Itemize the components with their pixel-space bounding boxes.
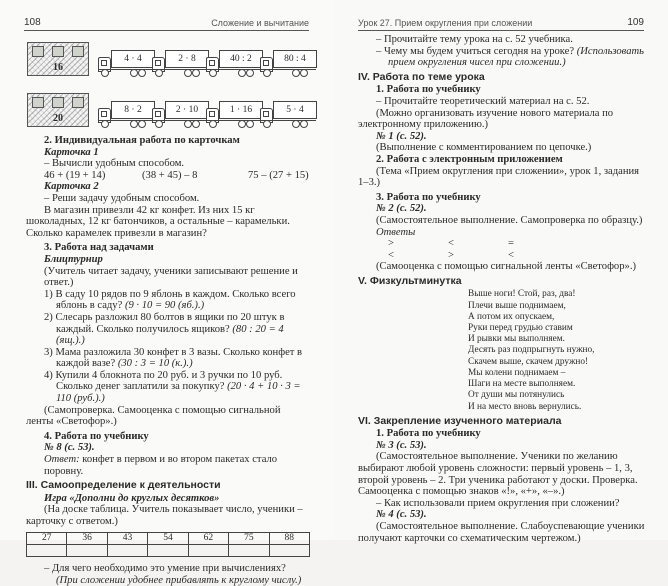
truck-icon: 8 · 2 bbox=[98, 99, 154, 127]
note-text: (Тема «Прием округления при сложении», урок 1, задания 1–3.) bbox=[358, 165, 640, 189]
truck-icon: 2 · 8 bbox=[152, 48, 208, 76]
problem-text: В магазин привезли 42 кг конфет. Из них 15 кг шоколадных, 12 кг батончиков, а остальные – карамельки. Сколько карамелек привезли в магазин? bbox=[26, 204, 290, 239]
running-title: Сложение и вычитание bbox=[211, 18, 309, 28]
problem-item: 3) Мама разложила 30 конфет в 3 вазы. Сколько конфет в каждой вазе? (30 : 3 = 10 (к.).) bbox=[44, 346, 303, 370]
note-text: (Учитель читает задачу, ученики записывают решение и ответ.) bbox=[44, 265, 298, 289]
left-page-content bbox=[26, 135, 310, 586]
section-heading: III. Самоопределение к деятельности bbox=[26, 479, 221, 492]
truck-icon: 80 : 4 bbox=[260, 48, 316, 76]
exercise-ref: № 3 (с. 53). bbox=[376, 439, 427, 451]
exercise-ref: № 1 (с. 52). bbox=[376, 130, 427, 142]
running-title: Урок 27. Прием округления при сложении bbox=[358, 18, 533, 28]
answer-text: Ответ: конфет в первом и во втором пакетах стало поровну. bbox=[44, 454, 278, 477]
exercise-ref: № 2 (с. 52). bbox=[376, 203, 427, 215]
section-heading: IV. Работа по теме урока bbox=[358, 70, 485, 83]
task-text: – Реши задачу удобным способом. bbox=[44, 192, 200, 204]
note-text: (Самостоятельное выполнение. Ученики по желанию выбирают любой уровень сложности: первый уровень – 1, 3, второй уровень – 2. Три ученика работают у доски. Проверка. Самооценка с помощью знаков «!», «+», «–».) bbox=[358, 451, 638, 498]
question-text: – Для чего необходимо это умение при вычислениях? (При сложении удобнее прибавлять к круглому числу.) bbox=[44, 563, 302, 586]
subsection-heading: 1. Работа по учебнику bbox=[376, 84, 481, 96]
illustration-row-2 bbox=[24, 93, 314, 127]
section-heading: VI. Закрепление изученного материала bbox=[358, 414, 562, 427]
question-text: – Как использовали прием округления при сложении? bbox=[376, 497, 620, 509]
section-heading: 3. Работа над задачами bbox=[44, 242, 154, 254]
truck-icon: 4 · 4 bbox=[98, 48, 154, 76]
truck-icon: 5 · 4 bbox=[260, 99, 316, 127]
truck-icon: 2 · 10 bbox=[152, 99, 208, 127]
note-text: (На доске таблица. Учитель показывает число, ученики – карточку с ответом.) bbox=[26, 504, 303, 527]
task-text: – Прочитайте теоретический материал на с. 52. bbox=[376, 95, 590, 107]
note-text: (Выполнение с комментированием по цепочке.) bbox=[376, 142, 592, 154]
truck-icon: 1 · 16 bbox=[206, 99, 262, 127]
expressions: 46 + (19 + 14) (38 + 45) – 8 75 – (27 + 15) bbox=[44, 169, 309, 181]
page-number: 109 bbox=[627, 17, 644, 28]
right-page-content bbox=[358, 34, 646, 544]
subsection-heading: 1. Работа по учебнику bbox=[376, 428, 481, 440]
problem-item: 4) Купили 4 блокнота по 20 руб. и 3 ручки по 10 руб. Сколько денег заплатили за покупку? (20 · 4 + 10 · 3 = 110 (руб.).) bbox=[44, 369, 301, 405]
house-box-icon: 20 bbox=[27, 93, 89, 127]
answers-grid: > < = < > < bbox=[388, 238, 514, 261]
card-label: Карточка 1 bbox=[44, 146, 99, 158]
card-label: Карточка 2 bbox=[44, 181, 99, 193]
numbers-table: 27 36 43 54 62 75 88 bbox=[26, 532, 310, 558]
blitz-label: Блицтурнир bbox=[44, 253, 103, 265]
note-text: (Самостоятельное выполнение. Слабоуспевающие ученики получают карточки со схематическим чертежом.) bbox=[358, 521, 645, 544]
section-heading: V. Физкультминутка bbox=[358, 274, 462, 287]
note-text: (Самооценка с помощью сигнальной ленты «Светофор».) bbox=[376, 261, 636, 273]
page-number: 108 bbox=[24, 17, 41, 28]
game-label: Игра «Дополни до круглых десятков» bbox=[44, 492, 220, 504]
text-line: – Прочитайте тему урока на с. 52 учебника. bbox=[376, 34, 573, 45]
right-page bbox=[334, 0, 668, 544]
exercise-ref: № 4 (с. 53). bbox=[376, 509, 427, 521]
answers-label: Ответы bbox=[376, 226, 416, 238]
text-line: – Чему мы будем учиться сегодня на уроке? (Использовать прием округления чисел при сложении.) bbox=[376, 45, 644, 69]
problem-item: 2) Слесарь разложил 80 болтов в ящики по 20 штук в каждый. Сколько получилось ящиков? (80 : 20 = 4 (ящ.).) bbox=[44, 311, 285, 347]
section-heading: 2. Индивидуальная работа по карточкам bbox=[44, 135, 240, 146]
poem: Выше ноги! Стой, раз, два! Плечи выше поднимаем, А потом их опускаем, Руки перед грудью ставим И рывки мы выполняем. Десять раз подпрыгнуть нужно, Скачем выше, скачем дружно! Мы колени поднимаем – Шаги на месте выполняем. От души мы потянулись И на место вновь вернулись. bbox=[468, 289, 595, 412]
section-heading: 4. Работа по учебнику bbox=[44, 430, 149, 442]
note-text: (Самопроверка. Самооценка с помощью сигнальной ленты «Светофор».) bbox=[26, 404, 281, 428]
subsection-heading: 2. Работа с электронным приложением bbox=[376, 153, 563, 165]
problem-item: 1) В саду 10 рядов по 9 яблонь в каждом. Сколько всего яблонь в саду? (9 · 10 = 90 (яб.).) bbox=[44, 288, 296, 312]
subsection-heading: 3. Работа по учебнику bbox=[376, 191, 481, 203]
truck-icon: 40 : 2 bbox=[206, 48, 262, 76]
running-header-left bbox=[24, 14, 309, 31]
house-box-icon: 16 bbox=[27, 42, 89, 76]
note-text: (Можно организовать изучение нового материала по электронному приложению.) bbox=[358, 107, 614, 131]
running-header-right bbox=[358, 14, 644, 31]
illustration-row-1 bbox=[24, 42, 314, 76]
note-text: (Самостоятельное выполнение. Самопроверка по образцу.) bbox=[376, 214, 643, 226]
task-text: – Вычисли удобным способом. bbox=[44, 158, 185, 170]
exercise-ref: № 8 (с. 53). bbox=[44, 442, 95, 454]
